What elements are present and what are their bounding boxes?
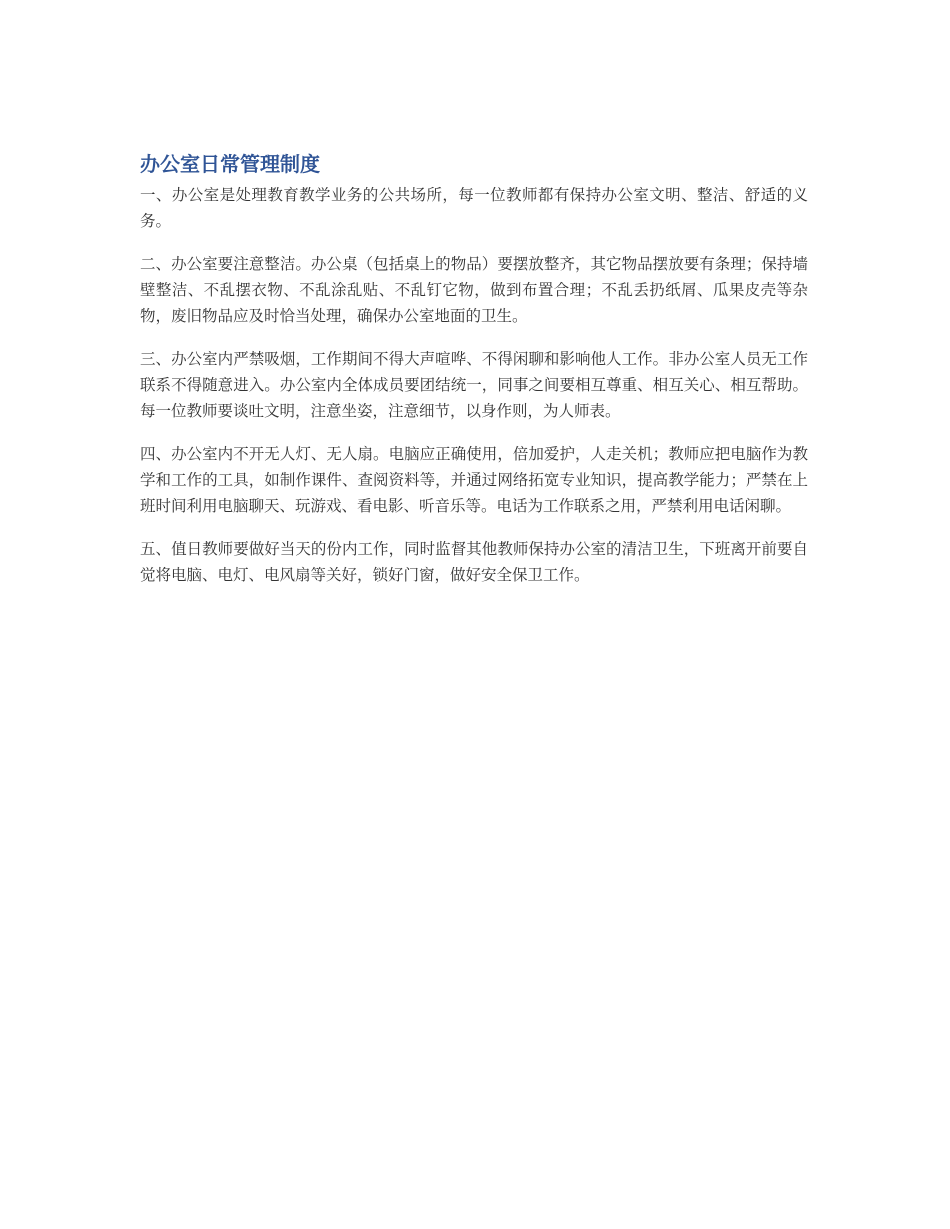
paragraph-3: 三、办公室内严禁吸烟，工作期间不得大声喧哗、不得闲聊和影响他人工作。非办公室人员无工作联系不得随意进入。办公室内全体成员要团结统一，同事之间要相互尊重、相互关心、相互帮助。每一位教师要谈吐文明，注意坐姿，注意细节，以身作则，为人师表。 xyxy=(140,350,808,420)
paragraph-1: 一、办公室是处理教育教学业务的公共场所，每一位教师都有保持办公室文明、整洁、舒适的义务。 xyxy=(140,186,808,230)
paragraph-4: 四、办公室内不开无人灯、无人扇。电脑应正确使用，倍加爱护，人走关机；教师应把电脑作为教学和工作的工具，如制作课件、查阅资料等，并通过网络拓宽专业知识，提高教学能力；严禁在上班时间利用电脑聊天、玩游戏、看电影、听音乐等。电话为工作联系之用，严禁利用电话闲聊。 xyxy=(140,445,808,515)
document-page xyxy=(140,150,808,605)
paragraph-2: 二、办公室要注意整洁。办公桌（包括桌上的物品）要摆放整齐，其它物品摆放要有条理；保持墙壁整洁、不乱摆衣物、不乱涂乱贴、不乱钉它物，做到布置合理；不乱丢扔纸屑、瓜果皮壳等杂物，废旧物品应及时恰当处理，确保办公室地面的卫生。 xyxy=(140,255,808,325)
paragraph-5: 五、值日教师要做好当天的份内工作，同时监督其他教师保持办公室的清洁卫生，下班离开前要自觉将电脑、电灯、电风扇等关好，锁好门窗，做好安全保卫工作。 xyxy=(140,540,808,584)
document-title: 办公室日常管理制度 xyxy=(140,152,320,176)
